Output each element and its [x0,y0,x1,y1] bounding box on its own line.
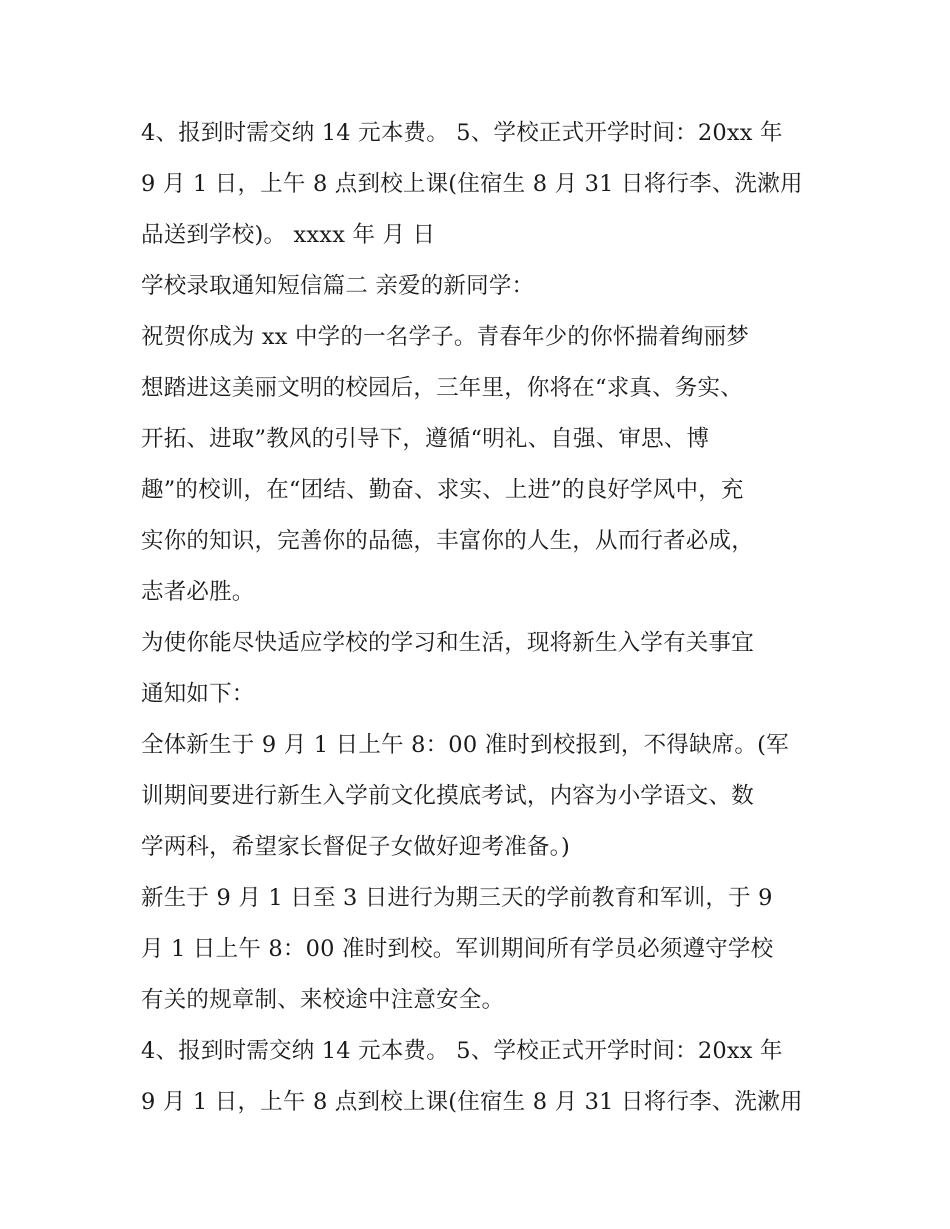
text-line: 趣”的校训，在“团结、勤奋、求实、上进”的良好学风中，充 [141,477,744,503]
text-line: 祝贺你成为 xx 中学的一名学子。青春年少的你怀揣着绚丽梦 [141,324,749,350]
text-line: 全体新生于 9 月 1 日上午 8：00 准时到校报到，不得缺席。(军 [141,732,789,758]
text-line: 开拓、进取”教风的引导下，遵循“明礼、自强、审思、博 [141,426,710,452]
text-line: 志者必胜。 [141,579,255,605]
text-line: 品送到学校)。 xxxx 年 月 日 [141,222,436,248]
document-body [141,108,821,1128]
text-line: 新生于 9 月 1 日至 3 日进行为期三天的学前教育和军训，于 9 [141,885,773,911]
text-line: 想踏进这美丽文明的校园后，三年里，你将在“求真、务实、 [141,375,743,401]
text-line: 为使你能尽快适应学校的学习和生活，现将新生入学有关事宜 [141,630,754,656]
text-line: 4、报到时需交纳 14 元本费。 5、学校正式开学时间：20xx 年 [141,1038,783,1064]
section-heading-line: 学校录取通知短信篇二 亲爱的新同学： [141,273,535,299]
text-line: 通知如下： [141,681,255,707]
text-line: 学两科，希望家长督促子女做好迎考准备。) [141,834,571,860]
text-line: 4、报到时需交纳 14 元本费。 5、学校正式开学时间：20xx 年 [141,120,783,146]
text-line: 月 1 日上午 8：00 准时到校。军训期间所有学员必须遵守学校 [141,936,774,962]
text-line: 9 月 1 日，上午 8 点到校上课(住宿生 8 月 31 日将行李、洗漱用 [141,1089,803,1115]
text-line: 9 月 1 日，上午 8 点到校上课(住宿生 8 月 31 日将行李、洗漱用 [141,171,803,197]
text-line: 实你的知识，完善你的品德，丰富你的人生，从而行者必成， [141,528,754,554]
text-line: 有关的规章制、来校途中注意安全。 [141,987,505,1013]
text-line: 训期间要进行新生入学前文化摸底考试，内容为小学语文、数 [141,783,754,809]
